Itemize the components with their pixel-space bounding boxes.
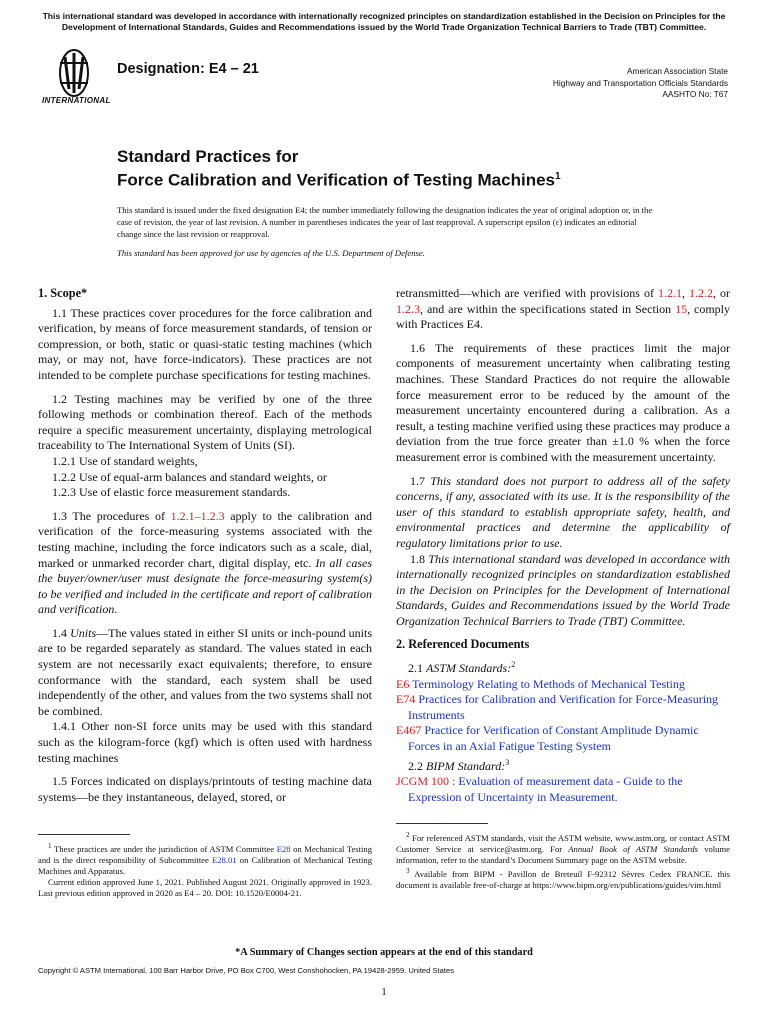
astm-logo xyxy=(38,49,110,107)
link-1-2-1-to-1-2-3[interactable]: 1.2.1–1.2.3 xyxy=(170,508,225,523)
para-1-5-continued: retransmitted—which are verified with provisions of 1.2.1, 1.2.2, or 1.2.3, and are within the specifications stated in Section 15, comply with Practices E4. xyxy=(396,286,731,332)
title-footnote-mark: 1 xyxy=(554,170,561,182)
section-1-heading: 1. Scope* xyxy=(38,286,88,300)
para-1-7: 1.7 This standard does not purport to address all of the safety concerns, if any, associated with its use. It is the responsibility of the user of this standard to establish appropriate safety, health, and environmental practices and determine the applicability of regulatory limitations prior to use. xyxy=(396,473,730,550)
link-1-2-3[interactable]: 1.2.3 xyxy=(396,301,420,316)
summary-of-changes-note: *A Summary of Changes section appears at the end of this standard xyxy=(235,947,533,958)
para-1-2-2: 1.2.2 Use of equal-arm balances and standard weights, or xyxy=(52,469,327,484)
right-column xyxy=(396,286,730,805)
ref-e74-title[interactable]: Practices for Calibration and Verification for Force-Measuring Instruments xyxy=(408,692,719,722)
link-e6[interactable]: E6 xyxy=(396,676,410,691)
para-1-2: 1.2 Testing machines may be verified by one of the three following methods or combination thereof. Each of the methods require a specific measurement uncertainty, displaying metrological traceability to The International System of Units (SI). xyxy=(38,391,372,453)
link-e28[interactable]: E28 xyxy=(276,843,291,854)
para-1-4-1: 1.4.1 Other non-SI force units may be used with this standard such as the kilogram-force (kgf) which is often used with hardness testing machines xyxy=(38,719,372,765)
ref-item xyxy=(396,677,730,693)
para-1-8: 1.8 This international standard was developed in accordance with internationally recognized principles on standardization established in the Decision on Principles for the Development of International Standards, Guides and Recommendations issued by the World Trade Organization Technical Barriers to Trade (TBT) Committee. xyxy=(396,551,731,628)
para-1-6: 1.6 The requirements of these practices limit the major components of measurement uncertainty when calibrating testing machines. These Standard Practices do not require the allowable force measurement error to be reduced by the amount of the measurement uncertainty encountered during a calibration. As a result, a testing machine verified using these practices may produce a deviation from the true force greater than ±1.0 % when the force measurement error is combined with the measurement uncertainty. xyxy=(396,340,730,464)
link-1-2-2[interactable]: 1.2.2 xyxy=(689,286,713,300)
para-1-4: 1.4 Units—The values stated in either SI units or inch-pound units are to be regarded separately as standard. The values stated in each system are not necessarily exact equivalents; therefore, to ensure conformance with the standard, each system shall be used independently of the other, and values from the two systems shall not be combined. xyxy=(38,625,373,718)
title-line-1: Standard Practices for xyxy=(117,147,299,166)
copyright: Copyright © ASTM International, 100 Barr Harbor Drive, PO Box C700, West Conshohocken, PA 19428-2959. United States xyxy=(38,966,455,975)
designation: Designation: E4 – 21 xyxy=(117,61,259,77)
ref-item xyxy=(396,692,730,723)
footnote-2: $^2$ For referenced ASTM standards, visit the ASTM website, www.astm.org, or contact ASTM Customer Service at service@astm.org. For Annual Book of ASTM Standards volume information, refer to the standard’s Document Summary page on the ASTM website. $^3$ Available from BIPM - Pavillon de Breteuil F-92312 Sèvres Cedex FRANCE. this document is available free-of-charge at https://www.bipm.org/en/publications/guides/vim.html xyxy=(396,831,730,890)
para-1-2-3: 1.2.3 Use of elastic force measurement standards. xyxy=(52,485,291,500)
aashto-line-1: American Association State xyxy=(627,66,728,76)
aashto-block xyxy=(553,66,728,101)
link-section-15[interactable]: 15 xyxy=(675,301,688,316)
aashto-line-3: AASHTO No: T67 xyxy=(662,89,728,99)
ref-e6-title[interactable]: Terminology Relating to Methods of Mechanical Testing xyxy=(409,676,685,691)
para-1-5: 1.5 Forces indicated on displays/printouts of testing machine data systems—be they instantaneous, delayed, stored, or xyxy=(38,774,372,804)
astm-standards-label: 2.1 ASTM Standards:$^2$ xyxy=(408,660,516,676)
footnote-rule-left xyxy=(38,834,130,835)
link-jcgm-100[interactable]: JCGM 100 xyxy=(396,774,450,789)
footnote-rule-right xyxy=(396,823,488,824)
title-line-2: Force Calibration and Verification of Testing Machines xyxy=(117,170,555,190)
footnote-1-edition: Current edition approved June 1, 2021. Published August 2021. Originally approved in 1923. Last previous edition approved in 2020 as E4 – 20. DOI: 10.1520/E0004-21. xyxy=(38,876,372,898)
ref-jcgm-title[interactable]: : Evaluation of measurement data - Guide to the Expression of Uncertainty in Measurement. xyxy=(408,774,683,804)
link-1-2-1[interactable]: 1.2.1 xyxy=(657,286,682,300)
top-note: This international standard was developed in accordance with internationally recognized principles on standardization established in the Decision on Principles for the Development of International Standards, Guides and Recommendations issued by the World Trade Organization Technical Barriers to Trade (TBT) Committee. xyxy=(42,11,726,32)
footnote-3: $^3$ Available from BIPM - Pavillon de Breteuil F-92312 Sèvres Cedex FRANCE. this document is available free-of-charge at https://www.bipm.org/en/publications/guides/vim.html xyxy=(396,866,730,890)
logo-label: INTERNATIONAL xyxy=(42,96,111,105)
link-e28-01[interactable]: E28.01 xyxy=(212,854,237,865)
aashto-line-2: Highway and Transportation Officials Standards xyxy=(552,77,728,88)
link-e467[interactable]: E467 xyxy=(396,723,422,738)
link-e74[interactable]: E74 xyxy=(396,692,416,707)
ref-e467-title[interactable]: Practice for Verification of Constant Amplitude Dynamic Forces in an Axial Fatigue Testing System xyxy=(408,723,699,754)
bipm-standard-label: 2.2 BIPM Standard:$^3$ xyxy=(408,757,510,773)
page-number: 1 xyxy=(381,986,387,998)
para-1-1: 1.1 These practices cover procedures for the force calibration and verification, by means of force measurement standards, of tension or compression, or both, static or quasi-static testing machines (which may, or may not, have force-indicators). These practices are not intended to be complete purchase specifications for testing machines. xyxy=(38,305,372,382)
para-1-2-1: 1.2.1 Use of standard weights, xyxy=(52,453,198,468)
document-title xyxy=(117,147,561,190)
ref-item xyxy=(396,723,730,754)
footnote-1: $^1$ These practices are under the jurisdiction of ASTM Committee E28 on Mechanical Testing and is the direct responsibility of Subcommittee E28.01 on Calibration of Mechanical Testing Machines and Apparatus. Current edition approved June 1, 2021. Published August 2021. Originally approved in 1923. Last previous edition approved in 2020 as E4 – 20. DOI: 10.1520/E0004-21. xyxy=(38,842,372,898)
left-column xyxy=(38,286,372,805)
section-2-heading: 2. Referenced Documents xyxy=(396,637,530,652)
dod-approval-note: This standard has been approved for use by agencies of the U.S. Department of Defense. xyxy=(117,248,425,258)
issued-note: This standard is issued under the fixed designation E4; the number immediately following the designation indicates the year of original adoption or, in the case of revision, the year of last revision. A number in parentheses indicates the year of last reapproval. A superscript epsilon (ε) indicates an editorial change since the last revision or reapproval. xyxy=(117,205,653,239)
para-1-3: 1.3 The procedures of 1.2.1–1.2.3 apply to the calibration and verification of the force-measuring systems associated with the testing machine, including the force indicators such as a scale, dial, marked or unmarked recorder chart, digital display, etc. In all cases the buyer/owner/user must designate the force-measuring system(s) to be verified and included in the certificate and report of calibration and verification. xyxy=(38,508,372,617)
ref-item xyxy=(396,774,730,805)
